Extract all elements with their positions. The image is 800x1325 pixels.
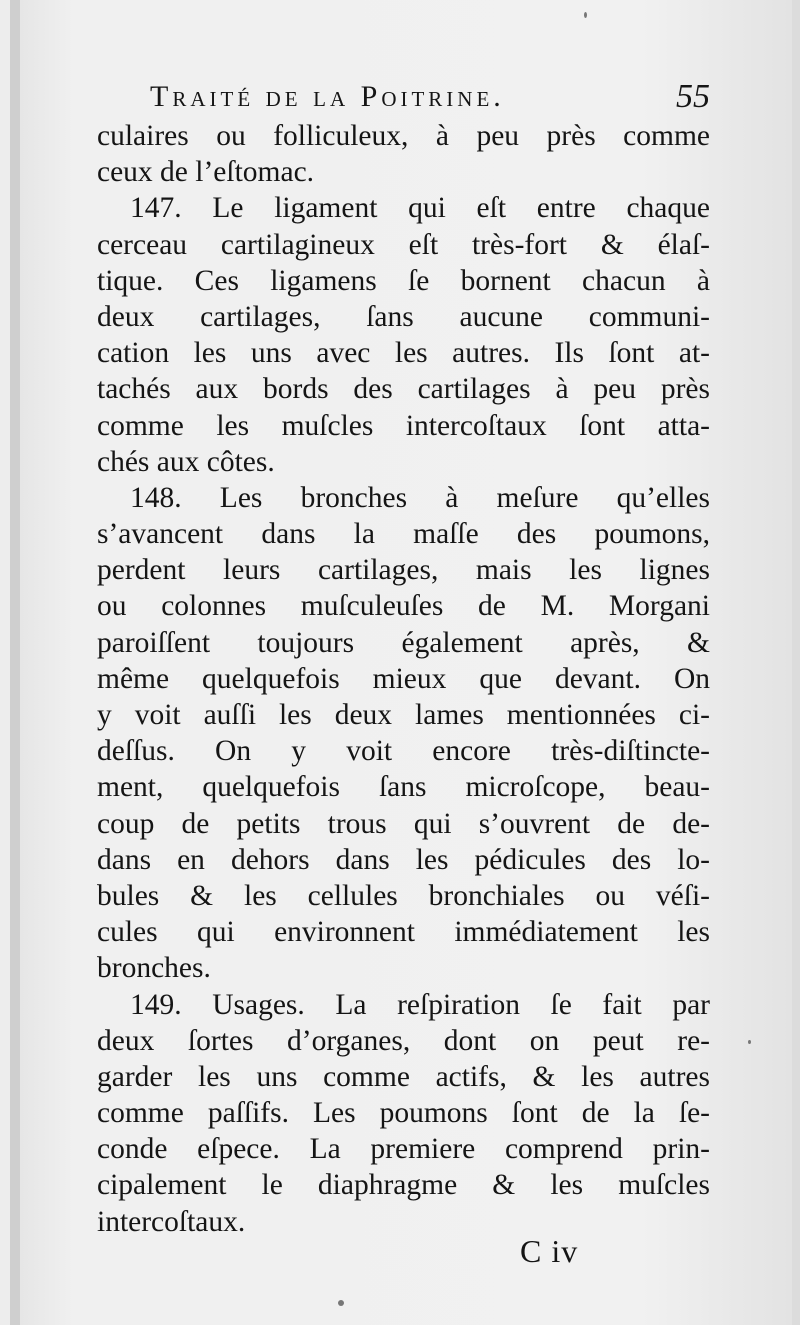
running-header	[150, 78, 710, 122]
text-line: s’avancent dans la maſſe des poumons,	[97, 518, 710, 551]
text-line: tique. Ces ligamens ſe bornent chacun à	[97, 264, 710, 297]
text-line: ment, quelquefois ſans microſcope, beau-	[97, 771, 710, 804]
text-line: conde eſpece. La premiere comprend prin-	[97, 1133, 710, 1166]
text-line: deux ſortes d’organes, dont on peut re-	[97, 1024, 710, 1057]
text-line: ou colonnes muſculeuſes de M. Morgani	[97, 590, 710, 623]
text-line: tachés aux bords des cartilages à peu près	[97, 373, 710, 406]
running-title: Traité de la Poitrine.	[150, 80, 505, 113]
text-line: 149. Usages. La reſpiration ſe fait par	[130, 988, 710, 1021]
text-line: 147. Le ligament qui eſt entre chaque	[130, 192, 710, 225]
body-text	[97, 118, 710, 1240]
page-edge	[792, 0, 800, 1325]
text-line: garder les uns comme actifs, & les autres	[97, 1060, 710, 1093]
text-line: même quelquefois mieux que devant. On	[97, 662, 710, 695]
signature-mark: C iv	[520, 1233, 579, 1269]
page-number: 55	[676, 78, 710, 115]
text-line: cerceau cartilagineux eſt très-fort & élaſ-	[97, 228, 710, 261]
text-line: cipalement le diaphragme & les muſcles	[97, 1169, 710, 1202]
text-line: chés aux côtes.	[97, 445, 275, 478]
text-line: deux cartilages, ſans aucune communi-	[97, 300, 710, 333]
text-line: cules qui environnent immédiatement les	[97, 916, 710, 949]
text-line: paroiſſent toujours également après, &	[97, 626, 710, 659]
text-line: 148. Les bronches à meſure qu’elles	[130, 481, 710, 514]
ink-speck	[748, 1040, 751, 1044]
text-line: coup de petits trous qui s’ouvrent de de-	[97, 807, 710, 840]
text-line: perdent leurs cartilages, mais les lignes	[97, 554, 710, 587]
text-line: bules & les cellules bronchiales ou véſi-	[97, 879, 710, 912]
text-line: cation les uns avec les autres. Ils ſont at-	[97, 337, 710, 370]
text-line: comme les muſcles intercoſtaux ſont atta-	[97, 409, 710, 442]
page-gutter-shadow	[10, 0, 20, 1325]
text-line: bronches.	[97, 952, 211, 985]
ink-speck	[584, 12, 587, 18]
text-line: comme paſſifs. Les poumons ſont de la ſe-	[97, 1097, 710, 1130]
text-line: culaires ou folliculeux, à peu près comme	[97, 120, 710, 152]
ink-speck	[338, 1300, 344, 1306]
text-line: deſſus. On y voit encore très-diſtincte-	[97, 735, 710, 768]
text-line: y voit auſſi les deux lames mentionnées ci-	[97, 699, 710, 731]
text-line: ceux de l’eſtomac.	[97, 156, 315, 189]
text-line: intercoſtaux.	[97, 1205, 246, 1238]
text-line: dans en dehors dans les pédicules des lo-	[97, 843, 710, 876]
